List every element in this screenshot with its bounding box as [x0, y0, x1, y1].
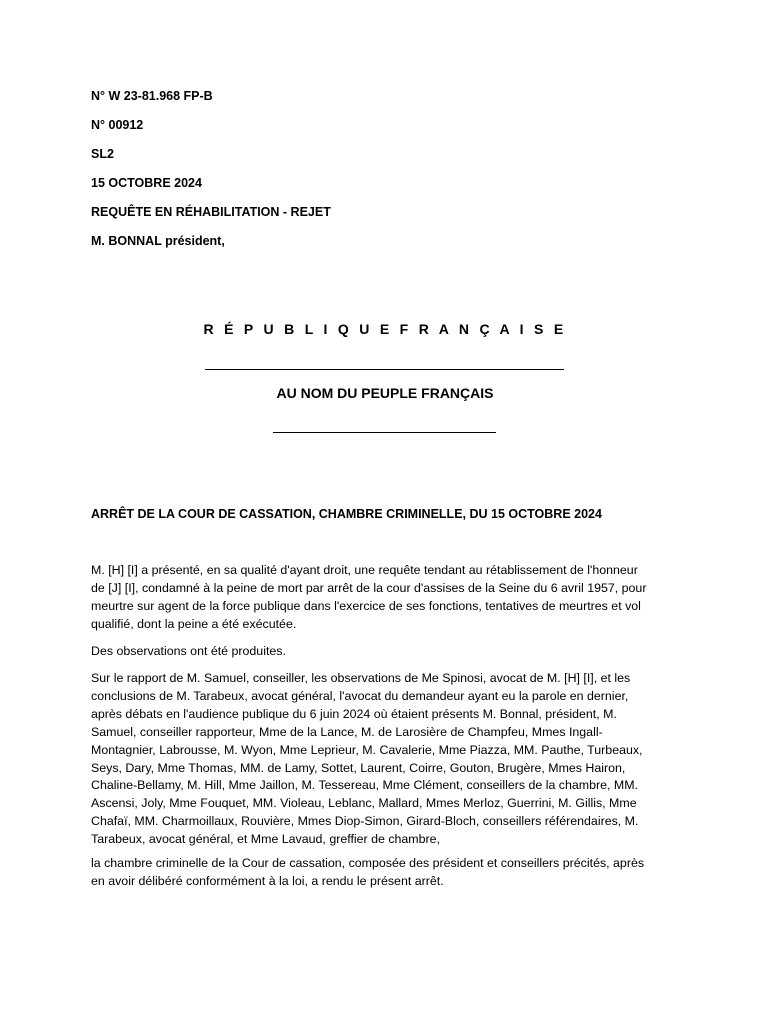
chamber-code: SL2: [91, 147, 114, 161]
text-line: Chaline-Bellamy, M. Hill, Mme Jaillon, M. Tessereau, Mme Clément, conseillers de la chambre, MM.: [91, 778, 638, 793]
paragraph-composition: [91, 855, 691, 891]
paragraph-rapport: [91, 670, 691, 849]
text-line: Des observations ont été produites.: [91, 644, 286, 658]
au-nom-heading: AU NOM DU PEUPLE FRANÇAIS: [276, 385, 494, 401]
decision-number: N° 00912: [91, 118, 144, 132]
text-line: Seys, Dary, Mme Thomas, MM. de Lamy, Sottet, Laurent, Coirre, Gouton, Brugère, Mmes Hairon,: [91, 760, 626, 775]
text-line: conclusions de M. Tarabeux, avocat général, l'avocat du demandeur ayant eu la parole en dernier,: [91, 688, 629, 703]
text-line: Tarabeux, avocat général, et Mme Lavaud, greffier de chambre,: [91, 832, 440, 847]
text-line: M. [H] [I] a présenté, en sa qualité d'ayant droit, une requête tendant au rétablissement de l'honneur: [91, 563, 638, 577]
text-line: Samuel, conseiller rapporteur, Mme de la Lance, M. de Larosière de Champfeu, Mmes Ingall-: [91, 724, 603, 739]
decision-date: 15 OCTOBRE 2024: [91, 176, 202, 190]
text-line: de [J] [I], condamné à la peine de mort par arrêt de la cour d'assises de la Seine du 6 avril 1957, pour: [91, 580, 647, 595]
divider-line-short: [273, 432, 496, 433]
text-line: la chambre criminelle de la Cour de cassation, composée des président et conseillers précités, après: [91, 856, 645, 870]
text-line: meurtre sur agent de la force publique dans l'exercice de ses fonctions, tentatives de meurtres et vol: [91, 598, 641, 613]
divider-line: [205, 369, 564, 370]
paragraph-observations: [91, 643, 691, 661]
text-line: Montagnier, Labrousse, M. Wyon, Mme Leprieur, M. Cavalerie, Mme Piazza, MM. Pauthe, Turbeaux,: [91, 742, 643, 757]
paragraph-requete: [91, 562, 691, 634]
pourvoi-number: N° W 23-81.968 FP-B: [91, 89, 213, 103]
text-line: en avoir délibéré conformément à la loi, a rendu le présent arrêt.: [91, 873, 444, 888]
text-line: qualifié, dont la peine a été exécutée.: [91, 616, 297, 631]
president-line: M. BONNAL président,: [91, 234, 225, 248]
text-line: Ascensi, Joly, Mme Fouquet, MM. Violeau, Leblanc, Mallard, Mmes Merloz, Guerrini, M. Gillis, Mme: [91, 796, 637, 811]
case-subject: REQUÊTE EN RÉHABILITATION - REJET: [91, 205, 331, 219]
text-line: Sur le rapport de M. Samuel, conseiller, les observations de Me Spinosi, avocat de M. [H] [I], et les: [91, 671, 631, 685]
text-line: Chafaï, MM. Charmoillaux, Rouvière, Mmes Diop-Simon, Girard-Bloch, conseillers référendaires, M.: [91, 814, 639, 829]
arret-title: ARRÊT DE LA COUR DE CASSATION, CHAMBRE CRIMINELLE, DU 15 OCTOBRE 2024: [91, 507, 602, 521]
republique-heading: R É P U B L I Q U E F R A N Ç A I S E: [203, 321, 567, 337]
text-line: après débats en l'audience publique du 6 juin 2024 où étaient présents M. Bonnal, président, M.: [91, 706, 617, 721]
